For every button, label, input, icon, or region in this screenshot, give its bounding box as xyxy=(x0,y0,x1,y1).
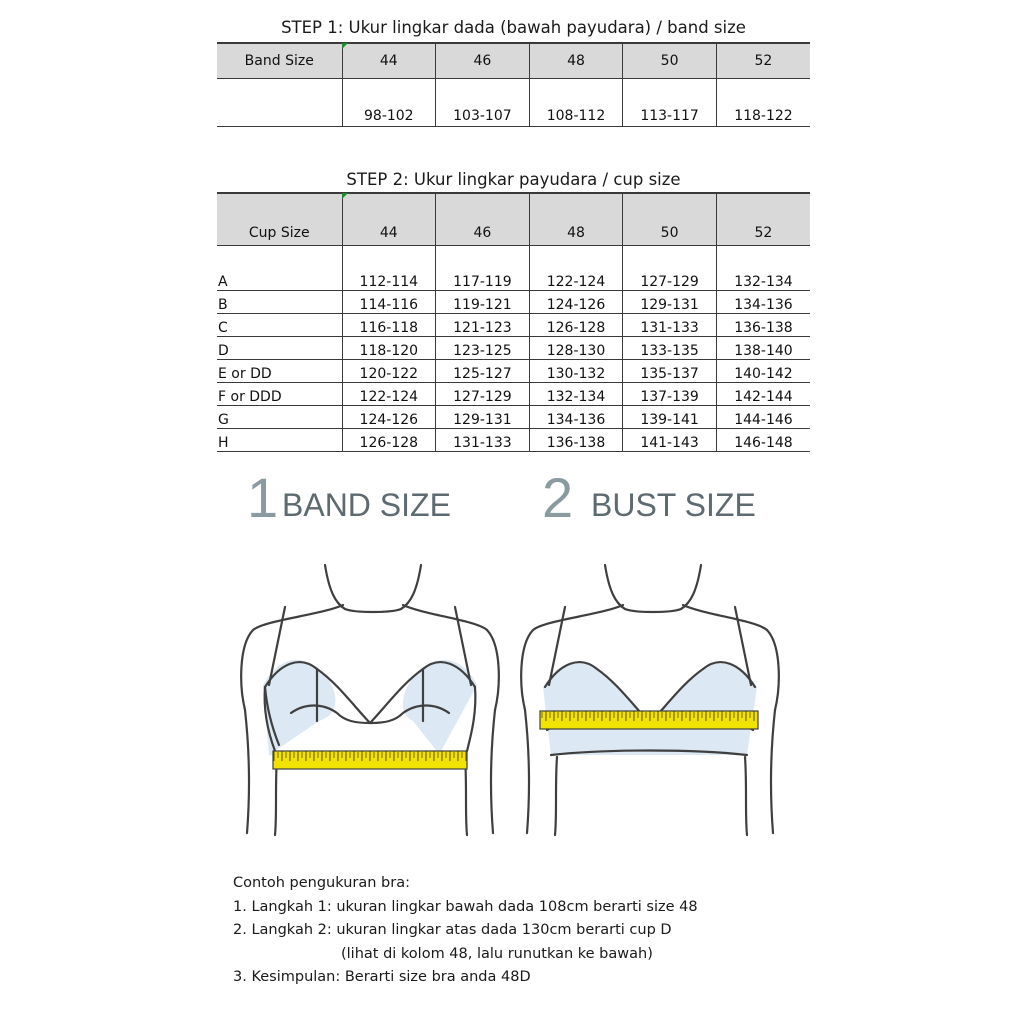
panel1-number: 1 xyxy=(247,466,279,529)
cup-range-cell: 130-132 xyxy=(529,360,623,383)
cup-row xyxy=(217,337,810,360)
cup-row xyxy=(217,383,810,406)
cup-range-cell: 134-136 xyxy=(716,291,810,314)
panel1-label: BAND SIZE xyxy=(282,487,451,523)
band-range-row-label xyxy=(217,79,342,127)
cup-range-cell: 124-126 xyxy=(342,406,436,429)
example-step2-note: (lihat di kolom 48, lalu runutkan ke bawah) xyxy=(341,945,653,962)
band-size-col: 50 xyxy=(623,43,717,79)
band-size-header: Band Size xyxy=(217,43,342,79)
band-measuring-tape xyxy=(273,751,467,769)
cup-range-cell: 134-136 xyxy=(529,406,623,429)
cup-label: H xyxy=(217,429,342,452)
band-range-cell: 113-117 xyxy=(623,79,717,127)
cup-range-cell: 112-114 xyxy=(342,266,436,291)
cup-size-table xyxy=(217,192,810,452)
band-range-cell: 118-122 xyxy=(716,79,810,127)
cup-table-header-row xyxy=(217,193,810,246)
measurement-example xyxy=(233,872,793,990)
cup-size-header: Cup Size xyxy=(217,193,342,246)
cup-range-cell: 133-135 xyxy=(623,337,717,360)
cup-range-cell: 122-124 xyxy=(529,266,623,291)
band-range-row xyxy=(217,79,810,127)
example-title: Contoh pengukuran bra: xyxy=(233,875,410,891)
cup-range-cell: 116-118 xyxy=(342,314,436,337)
cup-row xyxy=(217,266,810,291)
spacer-cell xyxy=(342,246,436,267)
cup-range-cell: 126-128 xyxy=(342,429,436,452)
cup-range-cell: 138-140 xyxy=(716,337,810,360)
cup-row xyxy=(217,291,810,314)
cup-range-cell: 131-133 xyxy=(436,429,530,452)
cup-range-cell: 127-129 xyxy=(623,266,717,291)
cup-size-col: 46 xyxy=(436,193,530,246)
cup-size-col: 50 xyxy=(623,193,717,246)
cup-label: C xyxy=(217,314,342,337)
step2-title: STEP 2: Ukur lingkar payudara / cup size xyxy=(346,170,681,189)
cup-row xyxy=(217,360,810,383)
example-step2: 2. Langkah 2: ukuran lingkar atas dada 130cm berarti cup D xyxy=(233,922,672,938)
cup-range-cell: 135-137 xyxy=(623,360,717,383)
cup-range-cell: 129-131 xyxy=(436,406,530,429)
cup-label: F or DDD xyxy=(217,383,342,406)
cup-label: B xyxy=(217,291,342,314)
band-range-cell: 98-102 xyxy=(342,79,436,127)
cup-range-cell: 137-139 xyxy=(623,383,717,406)
band-size-figure xyxy=(241,565,499,835)
cell-comment-marker xyxy=(342,43,348,49)
band-size-col: 48 xyxy=(529,43,623,79)
cup-range-cell: 146-148 xyxy=(716,429,810,452)
band-size-col: 44 xyxy=(342,43,436,79)
cup-range-cell: 123-125 xyxy=(436,337,530,360)
example-conclusion: 3. Kesimpulan: Berarti size bra anda 48D xyxy=(233,969,531,985)
cup-label: A xyxy=(217,266,342,291)
bust-measuring-tape xyxy=(540,711,758,729)
cup-range-cell: 136-138 xyxy=(716,314,810,337)
cup-row xyxy=(217,314,810,337)
band-table-header-row xyxy=(217,43,810,79)
cup-size-col: 44 xyxy=(342,193,436,246)
spacer-cell xyxy=(217,246,342,267)
cup-range-cell: 125-127 xyxy=(436,360,530,383)
example-step1: 1. Langkah 1: ukuran lingkar bawah dada 108cm berarti size 48 xyxy=(233,898,698,915)
cup-size-col: 48 xyxy=(529,193,623,246)
band-size-col: 46 xyxy=(436,43,530,79)
cup-range-cell: 114-116 xyxy=(342,291,436,314)
cup-range-cell: 136-138 xyxy=(529,429,623,452)
cup-range-cell: 126-128 xyxy=(529,314,623,337)
bust-size-figure xyxy=(521,565,779,835)
spacer-cell xyxy=(529,246,623,267)
cup-range-cell: 140-142 xyxy=(716,360,810,383)
cup-size-col: 52 xyxy=(716,193,810,246)
cup-range-cell: 124-126 xyxy=(529,291,623,314)
cup-range-cell: 122-124 xyxy=(342,383,436,406)
cup-range-cell: 117-119 xyxy=(436,266,530,291)
cup-label: G xyxy=(217,406,342,429)
spacer-cell xyxy=(623,246,717,267)
cup-range-cell: 144-146 xyxy=(716,406,810,429)
band-size-col: 52 xyxy=(716,43,810,79)
cup-range-cell: 132-134 xyxy=(716,266,810,291)
cup-range-cell: 129-131 xyxy=(623,291,717,314)
cup-table-spacer xyxy=(217,246,810,267)
cup-range-cell: 119-121 xyxy=(436,291,530,314)
cup-range-cell: 127-129 xyxy=(436,383,530,406)
band-range-cell: 108-112 xyxy=(529,79,623,127)
band-size-table xyxy=(217,42,810,127)
spacer-cell xyxy=(716,246,810,267)
panel2-label: BUST SIZE xyxy=(591,487,756,523)
step1-title: STEP 1: Ukur lingkar dada (bawah payudara) / band size xyxy=(281,18,746,37)
cup-range-cell: 141-143 xyxy=(623,429,717,452)
band-range-cell: 103-107 xyxy=(436,79,530,127)
cup-row xyxy=(217,406,810,429)
cup-range-cell: 128-130 xyxy=(529,337,623,360)
cup-range-cell: 142-144 xyxy=(716,383,810,406)
cup-range-cell: 131-133 xyxy=(623,314,717,337)
panel2-number: 2 xyxy=(542,466,574,529)
cup-range-cell: 139-141 xyxy=(623,406,717,429)
cup-range-cell: 120-122 xyxy=(342,360,436,383)
cup-range-cell: 118-120 xyxy=(342,337,436,360)
cup-label: D xyxy=(217,337,342,360)
measurement-illustration xyxy=(225,455,805,855)
cup-range-cell: 121-123 xyxy=(436,314,530,337)
cup-label: E or DD xyxy=(217,360,342,383)
cup-row xyxy=(217,429,810,452)
cup-range-cell: 132-134 xyxy=(529,383,623,406)
spacer-cell xyxy=(436,246,530,267)
cell-comment-marker xyxy=(342,193,348,199)
